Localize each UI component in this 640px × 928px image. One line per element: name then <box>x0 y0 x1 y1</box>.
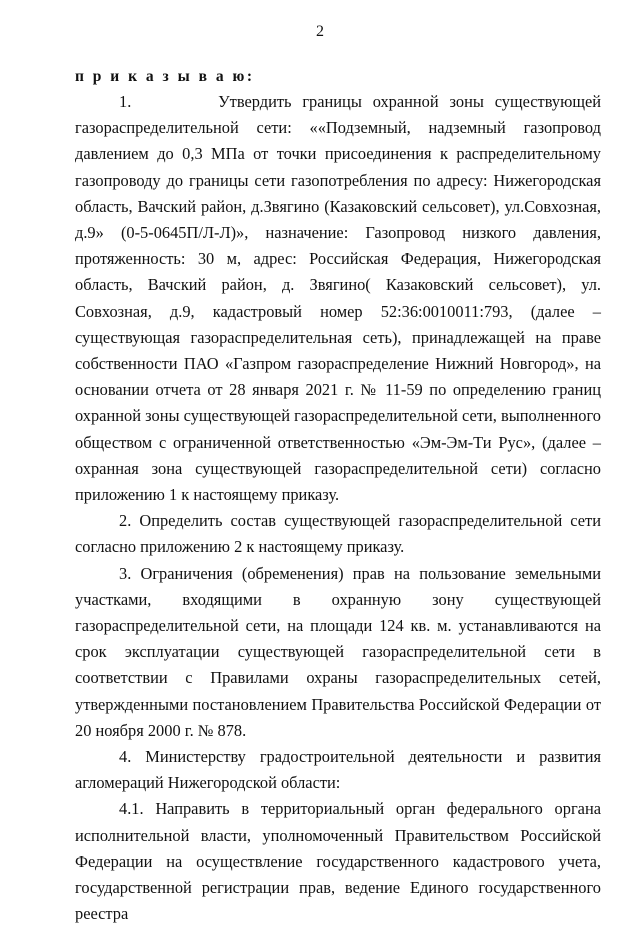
page-number: 2 <box>316 23 324 40</box>
order-heading: п р и к а з ы в а ю: <box>75 68 255 85</box>
paragraph-2-network-composition: 2. Определить состав существующей газораспределительной сети согласно приложению 2 к настоящему приказу. <box>75 511 601 557</box>
paragraph-4-ministry: 4. Министерству градостроительной деятельности и развития агломераций Нижегородской области: <box>75 747 601 793</box>
document-body <box>75 89 601 928</box>
paragraph-1-approve-boundaries: 1. Утвердить границы охранной зоны существующей газораспределительной сети: ««Подземный, надземный газопровод давлением до 0,3 МПа от точки присоединения к распределительному газопроводу до границы сети газопотребления по адресу: Нижегородская область, Вачский район, д.Звягино (Казаковский сельсовет), ул.Совхозная, д.9» (0-5-0645П/Л-Л)», назначение: Газопровод низкого давления, протяженность: 30 м, адрес: Российская Федерация, Нижегородская область, Вачский район, д. Звягино( Казаковский сельсовет), ул. Совхозная, д.9, кадастровый номер 52:36:0010011:793, (далее – существующая газораспределительная сеть), принадлежащей на праве собственности ПАО «Газпром газораспределение Нижний Новгород», на основании отчета от 28 января 2021 г. № 11-59 по определению границ охранной зоны существующей газораспределительной сети, выполненного обществом с ограниченной ответственностью «Эм-Эм-Ти Рус», (далее – охранная зона существующей газораспределительной сети) согласно приложению 1 к настоящему приказу. <box>75 92 601 505</box>
paragraph-4-1-direct: 4.1. Направить в территориальный орган федерального органа исполнительной власти, уполномоченный Правительством Российской Федерации на осуществление государственного кадастрового учета, государственной регистрации прав, ведение Единого государственного реестра <box>75 799 601 924</box>
paragraph-3-land-restrictions: 3. Ограничения (обременения) прав на пользование земельными участками, входящими в охранную зону существующей газораспределительной сети, на площади 124 кв. м. устанавливаются на срок эксплуатации существующей газораспределительной сети в соответствии с Правилами охраны газораспределительных сетей, утвержденными постановлением Правительства Российской Федерации от 20 ноября 2000 г. № 878. <box>75 563 601 740</box>
